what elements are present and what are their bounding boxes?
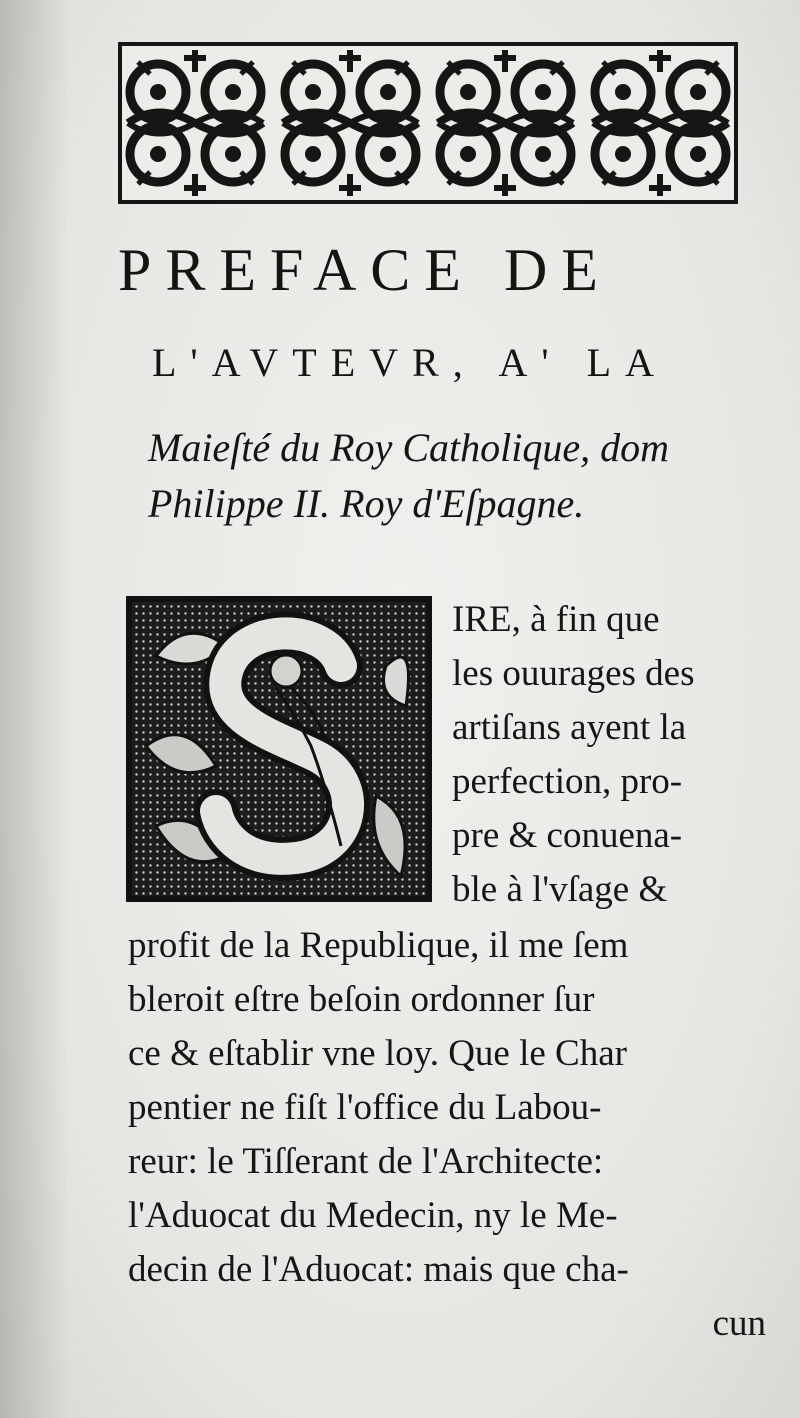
text-line: ce & eſtablir vne loy. Que le Char (128, 1033, 627, 1074)
text-line: perfection, pro- (452, 761, 683, 802)
ornamental-headpiece (118, 42, 738, 204)
text-line: artiſans ayent la (452, 707, 687, 748)
catchword: cun (712, 1303, 766, 1344)
dedication-line-1: Maieſté du Roy Catholique, dom (148, 425, 670, 470)
text-line: bleroit eſtre beſoin ordonner ſur (128, 979, 595, 1020)
text-line: les ouurages des (452, 653, 695, 694)
preface-subtitle: L'AVTEVR, A' LA (152, 340, 668, 385)
gutter-shadow (0, 0, 70, 1418)
text-line: pentier ne fiſt l'office du Labou- (128, 1087, 602, 1128)
dedication-line-2: Philippe II. Roy d'Eſpagne. (148, 481, 585, 526)
text-line: pre & conuena- (452, 815, 683, 856)
text-line: ble à l'vſage & (452, 869, 668, 910)
preface-title: PREFACE DE (118, 237, 612, 303)
text-line: decin de l'Aduocat: mais que cha- (128, 1249, 629, 1290)
text-line: IRE, à fin que (452, 599, 660, 640)
text-line: reur: le Tiſſerant de l'Architecte: (128, 1141, 604, 1182)
text-line: l'Aduocat du Medecin, ny le Me- (128, 1195, 618, 1236)
historiated-initial-s (126, 596, 432, 902)
text-line: profit de la Republique, il me ſem (128, 925, 629, 966)
